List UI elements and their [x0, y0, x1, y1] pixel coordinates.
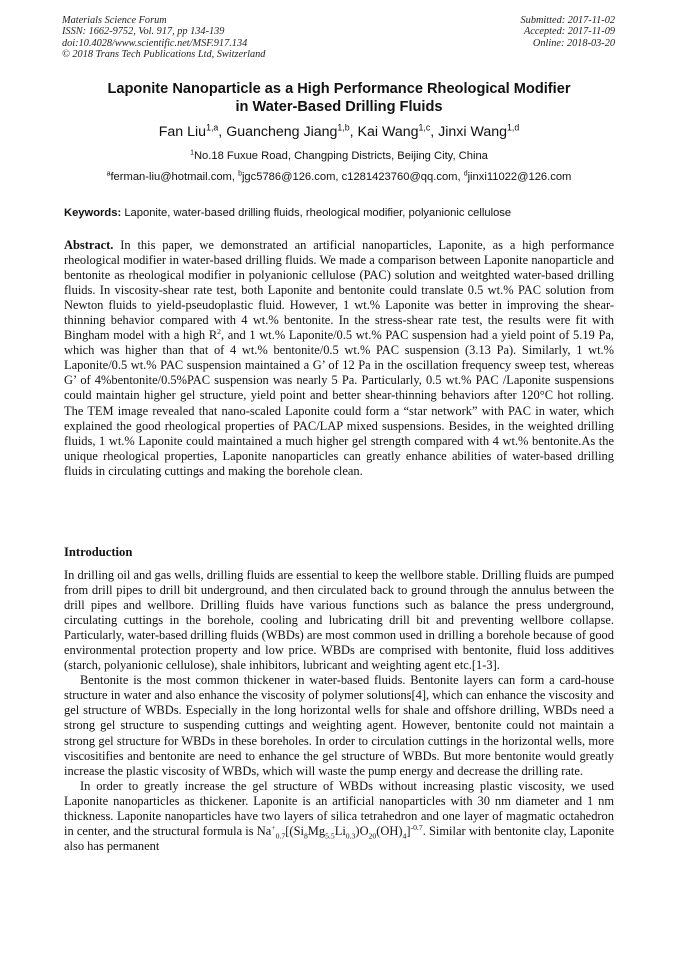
abstract-label: Abstract.	[64, 238, 114, 252]
email-mark: a	[106, 170, 111, 178]
formula-part: Li	[334, 823, 346, 838]
formula-sub: 20	[368, 831, 377, 841]
formula-part: ]	[406, 823, 411, 838]
formula-sub: 4	[402, 831, 407, 841]
keywords-text: Laponite, water-based drilling fluids, rheological modifier, polyanionic cellulose	[124, 207, 512, 219]
paper-title	[40, 80, 638, 116]
email-address[interactable]: jinxi11022@126.com	[467, 171, 572, 183]
formula-part: Mg	[307, 823, 326, 838]
keywords-label: Keywords:	[64, 207, 122, 219]
issn-line: ISSN: 1662-9752, Vol. 917, pp 134-139	[62, 26, 225, 38]
online-date: Online: 2018-03-20	[532, 37, 615, 49]
intro-paragraph-1: In drilling oil and gas wells, drilling fluids are essential to keep the wellbore stable. Drilling fluids are pumped from drill pipes to drill bit underground, and then circulated back to ground through the annulus between the drill pipes and wellbore. Drilling fluids have various functions such as balance the press underground, circulating cuttings in the borehole, cooling and lubricating drill bit and preventing wellbore collapse. Particularly, water-based drilling fluids (WBDs) are most common used in drilling a borehole because of good environmental protection property and low price. WBDs are comprised with bentonite, fluid loss additives (starch, polyanionic cellulose), shale inhibitors, lubricant and weighting agent etc.[1-3].	[64, 568, 614, 673]
copyright-line: © 2018 Trans Tech Publications Ltd, Switzerland	[62, 48, 266, 60]
email-address[interactable]: ferman-liu@hotmail.com	[110, 171, 232, 183]
submission-dates	[521, 15, 615, 49]
affiliation	[40, 149, 638, 163]
author-list: Fan Liu$^{1,a}$, Guancheng Jiang$^{1,b}$, Kai Wang$^{1,c}$, Jinxi Wang$^{1,d}$	[158, 122, 520, 140]
formula-sub: 8	[303, 831, 308, 841]
author-affil-mark: 1,c	[418, 122, 431, 133]
submitted-date: Submitted: 2017-11-02	[520, 15, 615, 26]
formula-sup: +	[271, 822, 276, 832]
intro-paragraph-3	[64, 779, 614, 854]
accepted-date: Accepted: 2017-11-09	[523, 26, 615, 38]
abstract-superscript: 2	[217, 327, 221, 337]
email-address[interactable]: c1281423760@qq.com	[341, 171, 458, 183]
formula-sup: -0.7	[410, 822, 423, 832]
title-line-2: in Water-Based Drilling Fluids	[235, 99, 443, 115]
introduction-body	[64, 568, 614, 854]
journal-info	[62, 15, 265, 60]
email-mark: d	[463, 170, 468, 178]
abstract	[64, 238, 614, 479]
journal-name: Materials Science Forum	[62, 15, 167, 26]
affiliation-mark: 1	[190, 149, 194, 157]
intro-paragraph-3-tail: . Similar with bentonite clay, Laponite also has permanent	[64, 823, 614, 853]
abstract-text-1: In this paper, we demonstrated an artificial nanoparticles, Laponite, as a high performance rheological modifier in water-based drilling fluids. We made a comparison between Laponite nanoparticle and bentonite as rheological modifier in polyanionic cellulose (PAC) solution and weitghted water-based drilling fluids. In viscosity-shear rate test, both Laponite and bentonite could translate 0.5 wt.% PAC solution from Newton fluids to yield-pseudoplastic fluid. However, 1 wt.% Laponite was better in improving the shear-thinning behavior compared with 4 wt.% bentonite. In the stress-shear rate test, the results were fit with Bingham model with a high R	[64, 238, 614, 343]
structural-formula	[256, 822, 423, 841]
author-affil-mark: 1,d	[507, 122, 520, 133]
intro-paragraph-2: Bentonite is the most common thickener in water-based fluids. Bentonite layers can form a card-house structure in water and also enhance the viscosity of polymer solutions[4], which can enhance the viscosity and gel structure of WBDs. Especially in the long horizontal wells for shale and offshore drilling, WBDs need a strong gel structure to suspending cuttings and weighting agent. However, bentonite could not maintain a strong gel structure for WBDs in these boreholes. In order to circulation cuttings in the horizontal wells, more viscositifies and bentonite are need to enhance the gel structure of WBDs. But more bentonite would greatly increase the plastic viscosity of WBDs, which will waste the pump energy and decrease the drilling rate.	[64, 673, 614, 778]
email-mark: b	[238, 170, 242, 178]
formula-sub: 5.5	[325, 831, 335, 841]
author-name: Jinxi Wang	[438, 124, 508, 140]
abstract-text-2: , and 1 wt.% Laponite/0.5 wt.% PAC suspension had a yield point of 5.19 Pa, which was higher than that of 4 wt.% bentonite/0.5 wt.% PAC suspension (3.13 Pa). Similarly, 1 wt.% Laponite/0.5 wt.% PAC suspension maintained a G’ of 12 Pa in the oscillation frequency sweep test, whereas G’ of 4%bentonite/0.5%PAC suspension was nearly 5 Pa. Particularly, 0.5 wt.% PAC /Laponite suspensions could maintain higher gel structure, yield point and better shear-thinning behaviors after 120°C hot rolling. The TEM image revealed that nano-scaled Laponite could form a “star network” with PAC in water, which explained the good rheological properties of PAC/LAP mixed suspensions. Besides, in the weighted drilling fluids, 1 wt.% Laponite could maintained a much higher gel strength compared with 4 wt.% bentonite.As the unique rheological properties, Laponite nanoparticles can greatly enhance abilities of water-based drilling fluids in circulating cuttings and making the borehole clean.	[64, 328, 614, 478]
doi-line: doi:10.4028/www.scientific.net/MSF.917.134	[62, 37, 248, 49]
formula-part: [(Si	[285, 823, 304, 838]
formula-part: )O	[355, 823, 369, 838]
affiliation-address: No.18 Fuxue Road, Changping Districts, Beijing City, China	[193, 150, 488, 162]
author-name: Fan Liu	[158, 124, 207, 140]
author-name: Kai Wang	[357, 124, 419, 140]
formula-part: (OH)	[376, 823, 403, 838]
formula-sub: 0.7	[275, 831, 286, 841]
author-name: Guancheng Jiang	[226, 124, 338, 140]
keywords	[64, 206, 614, 220]
introduction-heading: Introduction	[64, 545, 133, 559]
intro-paragraph-3-text: In order to greatly increase the gel structure of WBDs without increasing plastic viscosity, we used Laponite nanoparticles as thickener. Laponite is an artificial nanoparticles with 30 nm diameter and 1 nm thickness. Laponite nanoparticles have two layers of silica tetrahedron and one layer of magmatic octahedron in center, and the structural formula is	[64, 778, 614, 838]
author-affil-mark: 1,b	[337, 122, 350, 133]
author-affil-mark: 1,a	[206, 122, 219, 133]
formula-sub: 0.3	[345, 831, 356, 841]
title-line-1: Laponite Nanoparticle as a High Performance Rheological Modifier	[107, 81, 571, 97]
author-emails: $^a$ferman-liu@hotmail.com, $^b$jgc5786@126.com, c1281423760@qq.com, $^d$jinxi11022@126.com	[106, 170, 572, 183]
formula-part: Na	[256, 823, 272, 838]
email-address[interactable]: jgc5786@126.com	[241, 171, 336, 183]
